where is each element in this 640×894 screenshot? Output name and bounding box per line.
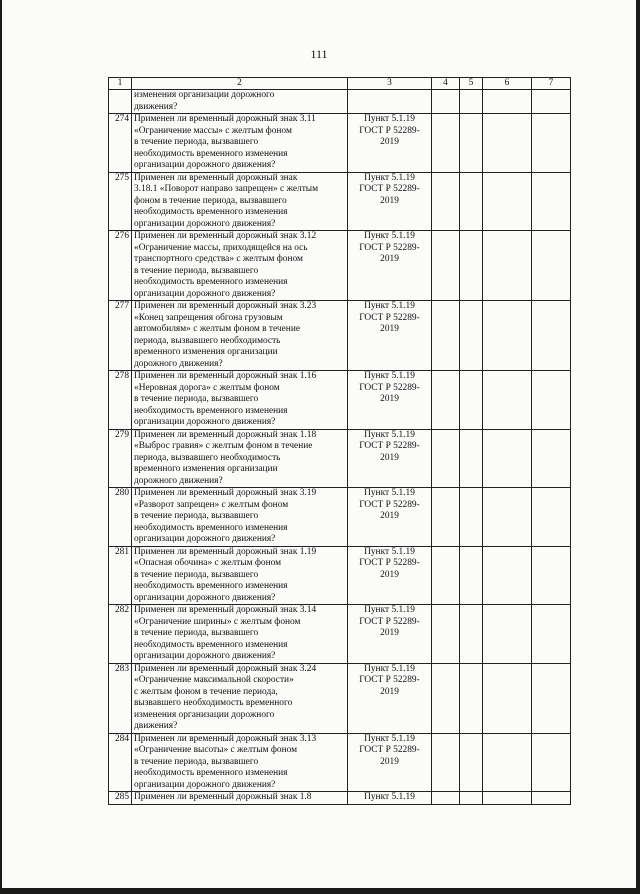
reference-cell (348, 371, 432, 430)
table-row (109, 371, 571, 430)
page-number: 111 (310, 47, 328, 61)
question-line: «Ограничение высоты» с желтым фоном (134, 745, 298, 755)
question-line: Применен ли временный дорожный знак (134, 172, 298, 183)
answer-cell[interactable] (532, 231, 571, 301)
reference-line: Пункт 5.1.19 (364, 429, 415, 440)
question-cell (132, 663, 348, 733)
answer-cell[interactable] (432, 733, 460, 792)
question-line: Применен ли временный дорожный знак 3.14 (134, 605, 317, 615)
question-line: Применен ли временный дорожный знак 3.13 (134, 733, 317, 744)
answer-cell[interactable] (432, 429, 460, 488)
reference-line: Пункт 5.1.19 (364, 792, 415, 802)
question-line: организации дорожного движения? (134, 592, 276, 603)
reference-cell (348, 429, 432, 488)
question-line: необходимость временного изменения (134, 148, 288, 159)
answer-cell[interactable] (460, 429, 483, 488)
question-line: движения? (134, 721, 178, 731)
checklist-table (108, 77, 571, 805)
answer-cell[interactable] (432, 371, 460, 430)
reference-line: 2019 (380, 195, 399, 206)
answer-cell[interactable] (532, 663, 571, 733)
answer-cell[interactable] (532, 546, 571, 605)
question-line: Применен ли временный дорожный знак 3.19 (134, 488, 317, 498)
reference-line: Пункт 5.1.19 (364, 114, 415, 124)
question-line: «Ограничение массы» с желтым фоном (134, 125, 292, 136)
reference-line: Пункт 5.1.19 (364, 488, 415, 498)
table-row (109, 172, 571, 231)
question-line: «Ограничение ширины» с желтым фоном (134, 616, 301, 627)
table-row (109, 605, 571, 664)
question-line: организации дорожного движения? (134, 288, 276, 299)
question-line: организации дорожного движения? (134, 417, 276, 427)
answer-cell[interactable] (460, 546, 483, 605)
reference-line: Пункт 5.1.19 (364, 546, 415, 557)
answer-cell[interactable] (432, 90, 460, 114)
question-line: изменения организации дорожного (134, 709, 275, 720)
answer-cell[interactable] (483, 792, 532, 805)
reference-line: 2019 (380, 628, 399, 638)
answer-cell[interactable] (532, 488, 571, 547)
reference-cell (348, 546, 432, 605)
answer-cell[interactable] (532, 172, 571, 231)
row-number-cell: 277 (109, 301, 132, 371)
answer-cell[interactable] (483, 429, 532, 488)
table-row (109, 231, 571, 301)
answer-cell[interactable] (460, 231, 483, 301)
answer-cell[interactable] (483, 488, 532, 547)
reference-line: Пункт 5.1.19 (364, 172, 415, 183)
reference-line: ГОСТ Р 52289- (359, 125, 420, 136)
row-number-cell: 281 (109, 546, 132, 605)
reference-line: 2019 (380, 756, 399, 767)
reference-line: Пункт 5.1.19 (364, 231, 415, 241)
question-line: Применен ли временный дорожный знак 3.24 (134, 663, 317, 674)
row-number-cell: 282 (109, 605, 132, 664)
answer-cell[interactable] (532, 605, 571, 664)
reference-line: Пункт 5.1.19 (364, 663, 415, 674)
question-line: транспортного средства» с желтым фоном (134, 254, 303, 264)
answer-cell[interactable] (483, 663, 532, 733)
column-header: 2 (132, 78, 348, 90)
reference-cell (348, 733, 432, 792)
answer-cell[interactable] (460, 90, 483, 114)
answer-cell[interactable] (432, 301, 460, 371)
reference-cell (348, 301, 432, 371)
table-row (109, 546, 571, 605)
answer-cell[interactable] (460, 371, 483, 430)
question-line: временного изменения организации (134, 464, 278, 474)
question-line: организации дорожного движения? (134, 534, 276, 544)
answer-cell[interactable] (483, 546, 532, 605)
answer-cell[interactable] (532, 429, 571, 488)
answer-cell[interactable] (460, 172, 483, 231)
reference-cell (348, 663, 432, 733)
row-number-cell: 280 (109, 488, 132, 547)
question-cell (132, 172, 348, 231)
question-line: в течение периода, вызвавшего (134, 265, 259, 276)
answer-cell[interactable] (532, 733, 571, 792)
question-line: «Конец запрещения обгона грузовым (134, 312, 283, 323)
reference-cell (348, 488, 432, 547)
column-header: 5 (460, 78, 483, 90)
question-line: «Опасная обочина» с желтым фоном (134, 558, 282, 568)
answer-cell[interactable] (460, 663, 483, 733)
reference-line: ГОСТ Р 52289- (359, 312, 420, 323)
question-cell (132, 90, 348, 114)
question-cell (132, 733, 348, 792)
question-line: Применен ли временный дорожный знак 1.8 (134, 792, 312, 802)
reference-line: 2019 (380, 686, 399, 697)
answer-cell[interactable] (460, 733, 483, 792)
question-line: Применен ли временный дорожный знак 1.19 (134, 546, 317, 557)
question-line: необходимость временного изменения (134, 522, 288, 533)
reference-line: ГОСТ Р 52289- (359, 184, 420, 194)
question-line: «Ограничение массы, приходящейся на ось (134, 242, 308, 253)
table-row (109, 114, 571, 173)
answer-cell[interactable] (532, 301, 571, 371)
question-line: в течение периода, вызвавшего (134, 137, 259, 147)
question-line: в течение периода, вызвавшего (134, 569, 259, 580)
table-row (109, 301, 571, 371)
question-line: фоном в течение периода, вызвавшего (134, 195, 287, 206)
answer-cell[interactable] (460, 605, 483, 664)
question-line: периода, вызвавшего необходимость (134, 452, 281, 463)
row-number-cell: 284 (109, 733, 132, 792)
question-line: Применен ли временный дорожный знак 1.18 (134, 429, 317, 440)
answer-cell[interactable] (432, 172, 460, 231)
answer-cell[interactable] (432, 792, 460, 805)
question-line: организации дорожного движения? (134, 160, 276, 170)
answer-cell[interactable] (432, 663, 460, 733)
answer-cell[interactable] (432, 114, 460, 173)
answer-cell[interactable] (483, 301, 532, 371)
question-line: «Разворот запрещен» с желтым фоном (134, 499, 289, 510)
question-line: 3.18.1 «Поворот направо запрещен» с желтым (134, 184, 319, 194)
question-line: движения? (134, 101, 178, 112)
row-number-cell: 278 (109, 371, 132, 430)
reference-line: Пункт 5.1.19 (364, 733, 415, 744)
question-cell (132, 429, 348, 488)
question-cell (132, 546, 348, 605)
table-row (109, 792, 571, 805)
answer-cell[interactable] (483, 90, 532, 114)
question-line: Применен ли временный дорожный знак 3.11 (134, 114, 316, 124)
question-line: необходимость временного изменения (134, 639, 288, 650)
row-number-cell: 285 (109, 792, 132, 805)
question-cell (132, 371, 348, 430)
row-number-cell (109, 90, 132, 114)
question-line: необходимость временного изменения (134, 277, 288, 287)
question-line: с желтым фоном в течение периода, (134, 686, 278, 697)
answer-cell[interactable] (432, 546, 460, 605)
reference-line: Пункт 5.1.19 (364, 605, 415, 615)
reference-line: 2019 (380, 569, 399, 580)
question-line: «Выброс гравия» с желтым фоном в течение (134, 441, 313, 451)
row-number-cell: 276 (109, 231, 132, 301)
question-cell (132, 792, 348, 805)
answer-cell[interactable] (532, 792, 571, 805)
table-row (109, 733, 571, 792)
table-row (109, 488, 571, 547)
reference-cell (348, 792, 432, 805)
reference-line: ГОСТ Р 52289- (359, 441, 420, 451)
column-header: 4 (432, 78, 460, 90)
reference-line: ГОСТ Р 52289- (359, 558, 420, 568)
question-line: необходимость временного изменения (134, 207, 288, 217)
question-line: необходимость временного изменения (134, 768, 288, 778)
table-row (109, 429, 571, 488)
reference-line: ГОСТ Р 52289- (359, 499, 420, 510)
table-row (109, 663, 571, 733)
document-page (2, 0, 636, 888)
question-line: организации дорожного движения? (134, 779, 276, 790)
answer-cell[interactable] (432, 231, 460, 301)
answer-cell[interactable] (483, 605, 532, 664)
answer-cell[interactable] (483, 733, 532, 792)
reference-cell (348, 605, 432, 664)
reference-line: ГОСТ Р 52289- (359, 745, 420, 755)
column-header: 7 (532, 78, 571, 90)
row-number-cell: 279 (109, 429, 132, 488)
question-line: периода, вызвавшего необходимость (134, 335, 281, 346)
answer-cell[interactable] (460, 301, 483, 371)
answer-cell[interactable] (532, 371, 571, 430)
reference-line: 2019 (380, 394, 399, 404)
column-header: 3 (348, 78, 432, 90)
answer-cell[interactable] (483, 172, 532, 231)
question-line: необходимость временного изменения (134, 581, 288, 591)
header-row (109, 78, 571, 90)
question-line: необходимость временного изменения (134, 405, 288, 416)
continuation-row (109, 90, 571, 114)
reference-line: Пункт 5.1.19 (364, 301, 415, 311)
question-line: в течение периода, вызвавшего (134, 511, 259, 521)
answer-cell[interactable] (432, 605, 460, 664)
question-line: дорожного движения? (134, 358, 223, 369)
question-cell (132, 231, 348, 301)
question-line: дорожного движения? (134, 475, 223, 486)
question-line: временного изменения организации (134, 347, 278, 357)
reference-cell (348, 172, 432, 231)
reference-line: ГОСТ Р 52289- (359, 242, 420, 253)
question-line: в течение периода, вызвавшего (134, 628, 259, 638)
question-cell (132, 301, 348, 371)
answer-cell[interactable] (460, 114, 483, 173)
question-line: Применен ли временный дорожный знак 1.16 (134, 371, 317, 381)
question-line: организации дорожного движения? (134, 218, 276, 229)
question-cell (132, 488, 348, 547)
reference-line: 2019 (380, 324, 399, 334)
question-line: «Неровная дорога» с желтым фоном (134, 382, 280, 393)
column-header: 6 (483, 78, 532, 90)
question-line: автомобилям» с желтым фоном в течение (134, 324, 300, 334)
answer-cell[interactable] (532, 90, 571, 114)
answer-cell[interactable] (460, 488, 483, 547)
answer-cell[interactable] (532, 114, 571, 173)
reference-cell (348, 231, 432, 301)
reference-line: ГОСТ Р 52289- (359, 616, 420, 627)
row-number-cell: 275 (109, 172, 132, 231)
question-cell (132, 605, 348, 664)
question-line: Применен ли временный дорожный знак 3.12 (134, 231, 317, 241)
question-line: организации дорожного движения? (134, 651, 276, 661)
reference-line: ГОСТ Р 52289- (359, 382, 420, 393)
answer-cell[interactable] (483, 371, 532, 430)
question-line: вызвавшего необходимость временного (134, 698, 293, 708)
reference-line: 2019 (380, 452, 399, 463)
column-header: 1 (109, 78, 132, 90)
question-cell (132, 114, 348, 173)
question-line: в течение периода, вызвавшего (134, 394, 259, 404)
reference-line: ГОСТ Р 52289- (359, 675, 420, 685)
reference-line: 2019 (380, 137, 399, 147)
reference-line: 2019 (380, 254, 399, 264)
answer-cell[interactable] (483, 114, 532, 173)
reference-line: 2019 (380, 511, 399, 521)
question-line: Применен ли временный дорожный знак 3.23 (134, 301, 317, 311)
answer-cell[interactable] (432, 488, 460, 547)
question-line: в течение периода, вызвавшего (134, 756, 259, 767)
answer-cell[interactable] (483, 231, 532, 301)
reference-cell (348, 114, 432, 173)
row-number-cell: 283 (109, 663, 132, 733)
reference-cell (348, 90, 432, 114)
answer-cell[interactable] (460, 792, 483, 805)
reference-line: Пункт 5.1.19 (364, 371, 415, 381)
row-number-cell: 274 (109, 114, 132, 173)
question-line: «Ограничение максимальной скорости» (134, 675, 294, 685)
question-line: изменения организации дорожного (134, 90, 275, 100)
